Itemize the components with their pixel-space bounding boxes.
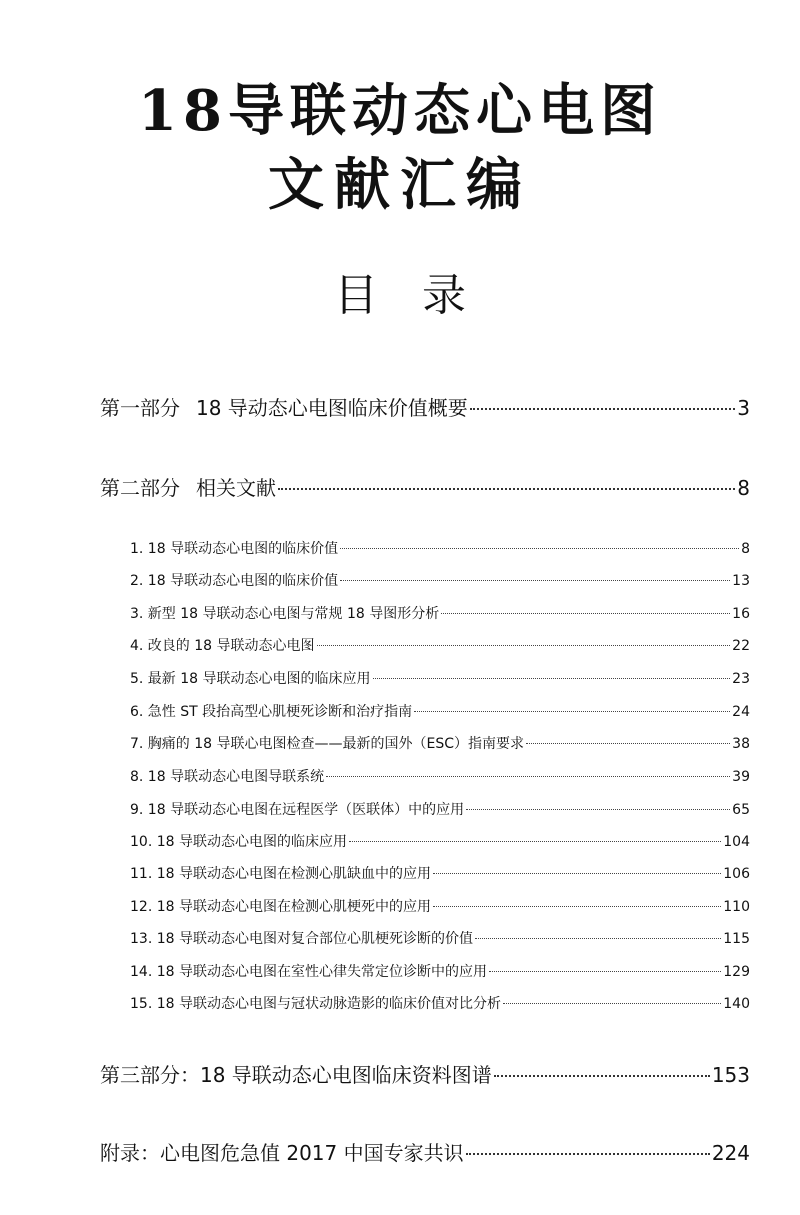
page-number: 140 [723, 996, 750, 1012]
toc-entry-appendix[interactable] [100, 1139, 750, 1167]
page-number: 106 [723, 866, 750, 882]
page-number: 153 [711, 1063, 750, 1087]
toc-entry-article[interactable] [130, 539, 750, 559]
article-title: 15. 18 导联动态心电图与冠状动脉造影的临床价值对比分析 [130, 996, 501, 1012]
page-number: 65 [732, 802, 750, 818]
toc-entry-article[interactable] [130, 929, 750, 949]
toc-entry-article[interactable] [130, 669, 750, 689]
toc-entry-article[interactable] [130, 962, 750, 982]
dot-leader [526, 743, 730, 744]
page-number: 8 [741, 541, 750, 557]
page-number: 13 [732, 573, 750, 589]
document-title-line-1: 18导联动态心电图 [138, 78, 662, 144]
dot-leader [414, 711, 730, 712]
article-title: 6. 急性 ST 段抬高型心肌梗死诊断和治疗指南 [130, 704, 413, 720]
page-number: 38 [732, 736, 750, 752]
toc-entry-article[interactable] [130, 734, 750, 754]
dot-leader [466, 809, 730, 810]
page-number: 24 [732, 704, 750, 720]
dot-leader [494, 1075, 710, 1077]
part-3-title: 第三部分：18 导联动态心电图临床资料图谱 [100, 1063, 492, 1087]
page-number: 129 [723, 964, 750, 980]
toc-entry-article[interactable] [130, 636, 750, 656]
toc-entry-article[interactable] [130, 702, 750, 722]
toc-heading-char-2: 录 [422, 270, 466, 321]
toc-heading-char-1: 目 [334, 270, 378, 321]
appendix-title: 附录：心电图危急值 2017 中国专家共识 [100, 1141, 464, 1165]
page-number: 104 [723, 834, 750, 850]
document-title-line-2: 文献汇编 [268, 152, 532, 218]
dot-leader [441, 613, 730, 614]
dot-leader [433, 906, 721, 907]
part-1-number: 第一部分 [100, 396, 180, 420]
toc-entry-article[interactable] [130, 994, 750, 1014]
article-title: 5. 最新 18 导联动态心电图的临床应用 [130, 671, 371, 687]
dot-leader [470, 408, 735, 410]
page-number: 23 [732, 671, 750, 687]
article-title: 14. 18 导联动态心电图在室性心律失常定位诊断中的应用 [130, 964, 487, 980]
page-number: 8 [737, 476, 750, 500]
toc-entry-part-1[interactable] [100, 394, 750, 422]
dot-leader [278, 488, 735, 490]
article-title: 1. 18 导联动态心电图的临床价值 [130, 541, 339, 557]
article-title: 2. 18 导联动态心电图的临床价值 [130, 573, 339, 589]
dot-leader [489, 971, 721, 972]
dot-leader [503, 1003, 721, 1004]
article-title: 11. 18 导联动态心电图在检测心肌缺血中的应用 [130, 866, 431, 882]
page-number: 16 [732, 606, 750, 622]
table-of-contents-heading [0, 266, 800, 326]
toc-entry-article[interactable] [130, 604, 750, 624]
part-2-number: 第二部分 [100, 476, 180, 500]
page-number: 22 [732, 638, 750, 654]
toc-entry-article[interactable] [130, 800, 750, 820]
toc-entry-article[interactable] [130, 897, 750, 917]
page-number: 3 [737, 396, 750, 420]
page-number: 115 [723, 931, 750, 947]
toc-entry-part-2[interactable] [100, 474, 750, 502]
article-title: 4. 改良的 18 导联动态心电图 [130, 638, 315, 654]
dot-leader [317, 645, 731, 646]
dot-leader [433, 873, 721, 874]
page-number: 39 [732, 769, 750, 785]
article-title: 8. 18 导联动态心电图导联系统 [130, 769, 325, 785]
page-number: 224 [711, 1141, 750, 1165]
dot-leader [340, 580, 730, 581]
toc-entry-article[interactable] [130, 864, 750, 884]
article-title: 7. 胸痛的 18 导联心电图检查——最新的国外（ESC）指南要求 [130, 736, 525, 752]
toc-entry-article[interactable] [130, 832, 750, 852]
toc-entry-article[interactable] [130, 571, 750, 591]
dot-leader [373, 678, 731, 679]
article-title: 13. 18 导联动态心电图对复合部位心肌梗死诊断的价值 [130, 931, 473, 947]
article-title: 10. 18 导联动态心电图的临床应用 [130, 834, 347, 850]
article-title: 12. 18 导联动态心电图在检测心肌梗死中的应用 [130, 899, 431, 915]
dot-leader [475, 938, 721, 939]
toc-entry-article[interactable] [130, 767, 750, 787]
dot-leader [326, 776, 730, 777]
article-title: 3. 新型 18 导联动态心电图与常规 18 导图形分析 [130, 606, 440, 622]
dot-leader [349, 841, 721, 842]
part-1-title: 18 导动态心电图临床价值概要 [196, 396, 468, 420]
part-2-title: 相关文献 [196, 476, 276, 500]
dot-leader [340, 548, 739, 549]
page-number: 110 [723, 899, 750, 915]
dot-leader [466, 1153, 710, 1155]
toc-entry-part-3[interactable] [100, 1061, 750, 1089]
article-title: 9. 18 导联动态心电图在远程医学（医联体）中的应用 [130, 802, 465, 818]
